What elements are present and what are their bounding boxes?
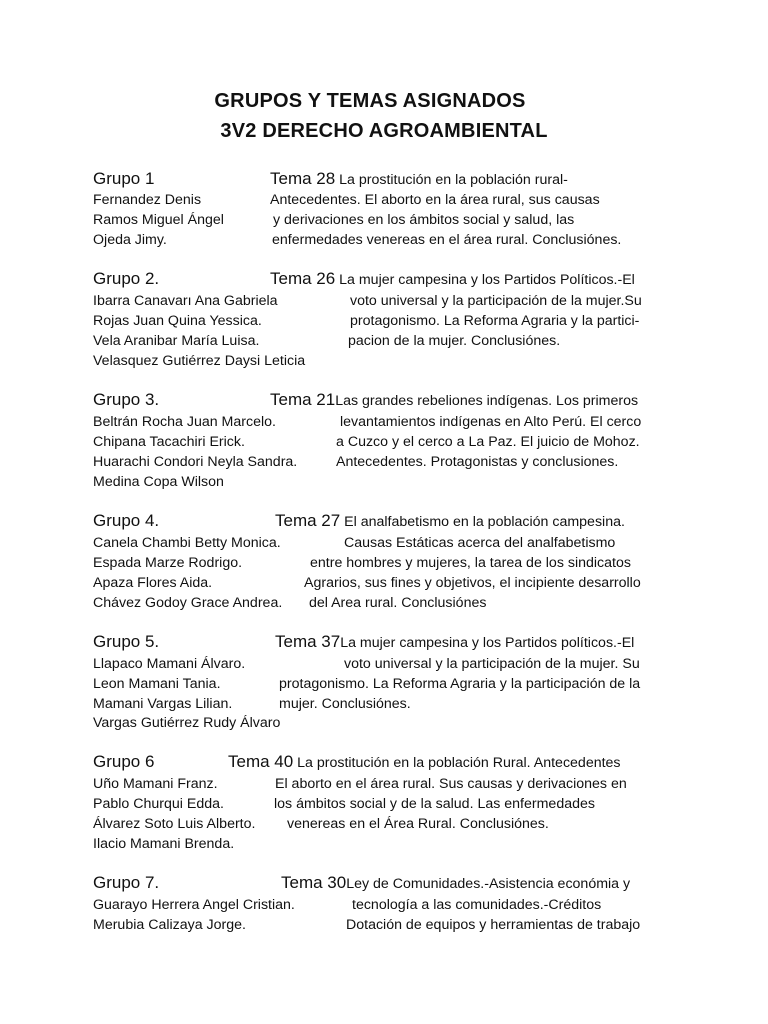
- group-1-topic: La prostitución en la población rural-: [335, 172, 568, 188]
- group-2-desc: pacion de la mujer. Conclusiónes.: [348, 333, 561, 349]
- group-5-member: Mamani Vargas Lilian.: [93, 696, 233, 712]
- group-2-member: Vela Aranibar María Luisa.: [93, 333, 260, 349]
- group-4-member: Canela Chambi Betty Monica.: [93, 535, 281, 551]
- group-3-topic: Las grandes rebeliones indígenas. Los primeros: [335, 393, 639, 409]
- group-6-tema: Tema 40: [228, 752, 294, 771]
- group-6-member: Pablo Churqui Edda.: [93, 796, 224, 812]
- group-7-heading: [281, 873, 630, 893]
- group-7-member: Guarayo Herrera Angel Cristian.: [93, 897, 295, 913]
- group-4-heading: [275, 511, 625, 531]
- group-5-member: Vargas Gutiérrez Rudy Álvaro: [93, 715, 281, 731]
- group-5-desc: voto universal y la participación de la mujer. Su: [344, 656, 640, 672]
- group-6-member: Ilacio Mamani Brenda.: [93, 836, 235, 852]
- group-2-topic: La mujer campesina y los Partidos Políticos.-El: [335, 272, 635, 288]
- group-6-topic: La prostitución en la población Rural. Antecedentes: [293, 755, 621, 771]
- group-2-member: Velasquez Gutiérrez Daysi Leticia: [93, 353, 306, 369]
- group-2-member: Ibarra Canavarı Ana Gabriela: [93, 293, 278, 309]
- group-3-member: Chipana Tacachiri Erick.: [93, 434, 245, 450]
- group-4-label: Grupo 4.: [93, 511, 160, 530]
- group-5-desc: protagonismo. La Reforma Agraria y la participación de la: [279, 676, 641, 692]
- group-7-desc: tecnología a las comunidades.-Créditos: [352, 897, 602, 913]
- group-5-label: Grupo 5.: [93, 632, 160, 651]
- group-6-desc: El aborto en el área rural. Sus causas y derivaciones en: [275, 776, 627, 792]
- group-7-label: Grupo 7.: [93, 873, 160, 892]
- group-5-member: Leon Mamani Tania.: [93, 676, 221, 692]
- group-1-member: Ojeda Jimy.: [93, 232, 167, 248]
- group-1-heading: [270, 169, 568, 189]
- group-5-topic: La mujer campesina y los Partidos políticos.-El: [340, 635, 635, 651]
- group-4-member: Apaza Flores Aida.: [93, 575, 213, 591]
- group-2-tema: Tema 26: [270, 269, 336, 288]
- group-5-desc: mujer. Conclusiónes.: [279, 696, 411, 712]
- group-1-member: Ramos Miguel Ángel: [93, 212, 224, 228]
- group-3-member: Beltrán Rocha Juan Marcelo.: [93, 414, 276, 430]
- group-2-heading: [270, 269, 635, 289]
- document-subtitle: 3V2 DERECHO AGROAMBIENTAL: [220, 120, 548, 142]
- group-1-desc: Antecedentes. El aborto en la área rural, sus causas: [270, 192, 600, 208]
- document-title: GRUPOS Y TEMAS ASIGNADOS: [214, 90, 526, 112]
- group-2-desc: voto universal y la participación de la mujer.Su: [350, 293, 642, 309]
- group-6-member: Álvarez Soto Luis Alberto.: [93, 816, 256, 832]
- group-2-desc: protagonismo. La Reforma Agraria y la partici-: [350, 313, 640, 329]
- group-3-desc: Antecedentes. Protagonistas y conclusiones.: [336, 454, 619, 470]
- group-4-tema: Tema 27: [275, 511, 341, 530]
- group-4-member: Chávez Godoy Grace Andrea.: [93, 595, 283, 611]
- group-5-member: Llapaco Mamani Álvaro.: [93, 656, 246, 672]
- group-1-desc: y derivaciones en los ámbitos social y salud, las: [273, 212, 575, 228]
- group-3-member: Huarachi Condori Neyla Sandra.: [93, 454, 298, 470]
- group-1-label: Grupo 1: [93, 169, 155, 188]
- group-1-desc: enfermedades venereas en el área rural. Conclusiónes.: [272, 232, 622, 248]
- group-2-member: Rojas Juan Quina Yessica.: [93, 313, 262, 329]
- group-1-tema: Tema 28: [270, 169, 336, 188]
- group-6-label: Grupo 6: [93, 752, 155, 771]
- group-2-label: Grupo 2.: [93, 269, 160, 288]
- group-5-tema: Tema 37: [275, 632, 341, 651]
- group-4-desc: del Area rural. Conclusiónes: [309, 595, 487, 611]
- group-7-member: Merubia Calizaya Jorge.: [93, 917, 246, 933]
- group-4-desc: entre hombres y mujeres, la tarea de los sindicatos: [310, 555, 631, 571]
- group-4-member: Espada Marze Rodrigo.: [93, 555, 243, 571]
- group-6-desc: venereas en el Área Rural. Conclusiónes.: [287, 816, 549, 832]
- group-4-topic: El analfabetismo en la población campesina.: [340, 514, 625, 530]
- group-6-heading: [228, 752, 621, 772]
- group-1-member: Fernandez Denis: [93, 192, 202, 208]
- group-7-tema: Tema 30: [281, 873, 347, 892]
- group-5-heading: [275, 632, 634, 652]
- group-3-heading: [270, 390, 638, 410]
- group-3-desc: a Cuzco y el cerco a La Paz. El juicio de Mohoz.: [336, 434, 640, 450]
- group-4-desc: Causas Estáticas acerca del analfabetismo: [344, 535, 616, 551]
- group-7-desc: Dotación de equipos y herramientas de trabajo: [346, 917, 641, 933]
- group-4-desc: Agrarios, sus fines y objetivos, el incipiente desarrollo: [304, 575, 641, 591]
- group-6-desc: los ámbitos social y de la salud. Las enfermedades: [274, 796, 595, 812]
- group-3-member: Medina Copa Wilson: [93, 474, 224, 490]
- group-3-tema: Tema 21: [270, 390, 336, 409]
- group-3-label: Grupo 3.: [93, 390, 160, 409]
- group-7-topic: Ley de Comunidades.-Asistencia económia y: [346, 876, 631, 892]
- group-6-member: Uño Mamani Franz.: [93, 776, 218, 792]
- group-3-desc: levantamientos indígenas en Alto Perú. El cerco: [340, 414, 642, 430]
